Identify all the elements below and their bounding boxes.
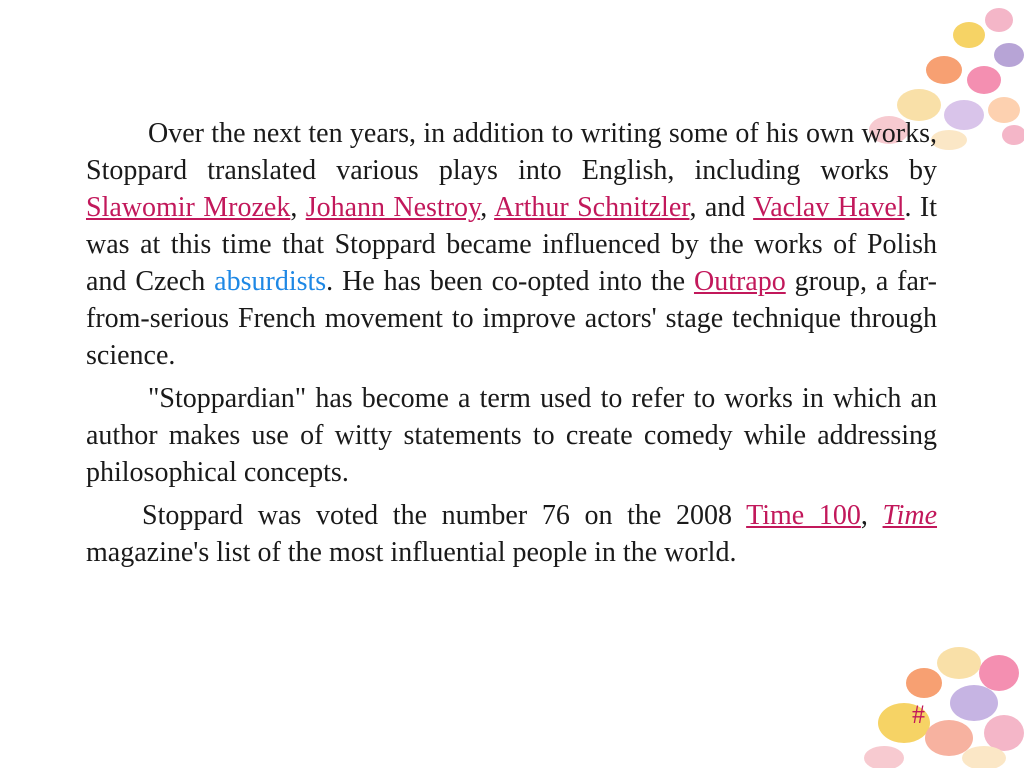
text-segment: Over the next ten years, in addition to writing some of his own works, Stoppard translated various plays into English, including works by bbox=[86, 118, 937, 186]
paragraph-stoppardian: "Stoppardian" has become a term used to refer to works in which an author makes use of witty statements to create comedy while addressing philosophical concepts. bbox=[86, 383, 937, 488]
link-slawomir-mrozek[interactable]: Slawomir Mrozek bbox=[86, 192, 291, 223]
text-segment: , bbox=[860, 500, 883, 531]
slide-number: # bbox=[912, 700, 925, 729]
paragraph-time-100 bbox=[86, 497, 937, 571]
candy-egg bbox=[864, 746, 904, 768]
candy-egg bbox=[953, 22, 985, 48]
term-absurdists: absurdists bbox=[214, 266, 327, 297]
candy-egg bbox=[906, 668, 942, 698]
candy-egg bbox=[925, 720, 973, 756]
candy-egg bbox=[967, 66, 1001, 94]
text-segment: group, a far-from-serious French movement to improve actors' stage technique through science. bbox=[86, 266, 937, 371]
candy-egg bbox=[979, 655, 1019, 691]
text-segment: Stoppard was voted the number 76 on the 2008 bbox=[142, 500, 747, 531]
candy-egg bbox=[1002, 125, 1024, 145]
slide-body bbox=[86, 115, 937, 577]
link-vaclav-havel[interactable]: Vaclav Havel bbox=[753, 192, 905, 223]
candy-egg bbox=[994, 43, 1024, 67]
paragraph-translations bbox=[86, 115, 937, 374]
candy-egg bbox=[937, 647, 981, 679]
text-segment: magazine's list of the most influential people in the world. bbox=[86, 537, 737, 568]
link-johann-nestroy[interactable]: Johann Nestroy bbox=[305, 192, 481, 223]
text-segment: , and bbox=[689, 192, 754, 223]
text-segment: , bbox=[290, 192, 306, 223]
candy-egg bbox=[985, 8, 1013, 32]
link-time-magazine[interactable]: Time bbox=[882, 500, 938, 531]
text-segment: . It was at this time that Stoppard became influenced by the works of Polish and Czech bbox=[86, 192, 938, 297]
candy-egg bbox=[950, 685, 998, 721]
link-time-100[interactable]: Time 100 bbox=[746, 500, 861, 531]
candy-egg bbox=[944, 100, 984, 130]
text-segment: . He has been co-opted into the bbox=[326, 266, 694, 297]
candy-egg bbox=[926, 56, 962, 84]
candy-egg bbox=[984, 715, 1024, 751]
link-outrapo[interactable]: Outrapo bbox=[693, 266, 786, 297]
candy-eggs-bottom-decoration bbox=[854, 638, 1024, 768]
link-arthur-schnitzler[interactable]: Arthur Schnitzler bbox=[494, 192, 690, 223]
text-segment: , bbox=[480, 192, 495, 223]
candy-egg bbox=[988, 97, 1020, 123]
